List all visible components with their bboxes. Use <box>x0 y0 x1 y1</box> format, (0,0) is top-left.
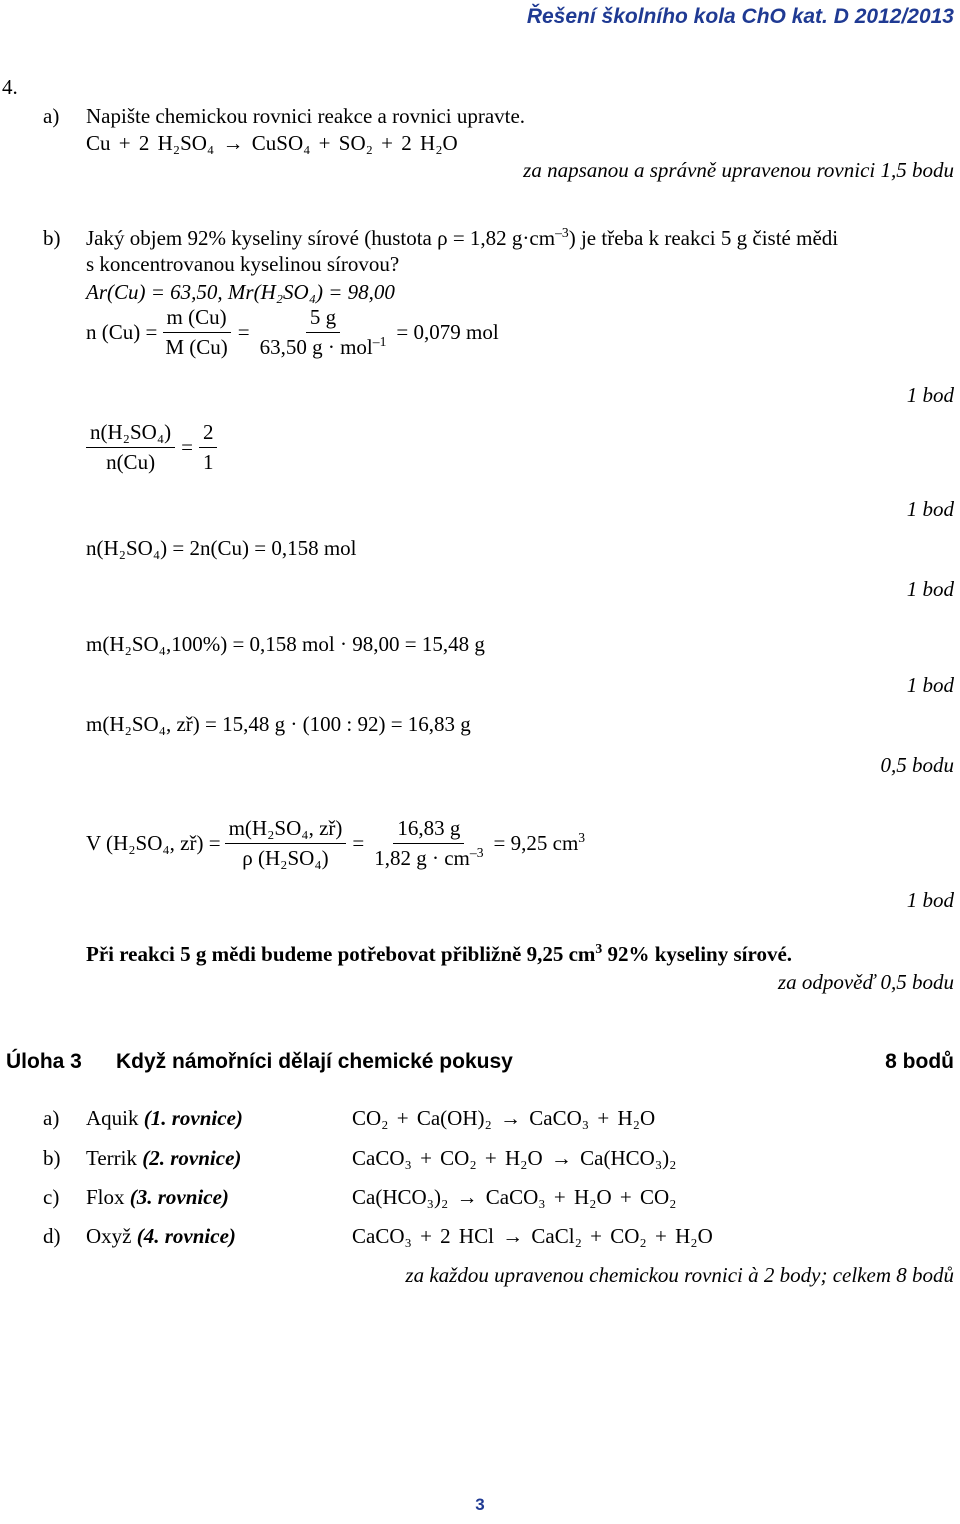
volume-fraction-2 <box>370 816 487 871</box>
points-3: 1 bod <box>906 577 954 601</box>
list-item-name <box>86 1185 229 1210</box>
points-5: 0,5 bodu <box>880 753 954 777</box>
item-eq-label: (3. rovnice) <box>129 1185 229 1209</box>
list-item <box>43 1146 61 1171</box>
cm-exponent: –3 <box>469 844 484 860</box>
fraction-numerator: 2 <box>199 420 218 448</box>
answer-exponent: 3 <box>595 940 603 956</box>
density-exponent: –3 <box>555 224 569 240</box>
points-6: 1 bod <box>906 888 954 912</box>
fraction-denominator: 1 <box>202 450 214 474</box>
moles-copper-fraction-1 <box>161 305 231 360</box>
item-marker: b) <box>43 1146 61 1170</box>
part-a-question: Napište chemickou rovnici reakce a rovnici upravte. <box>86 104 526 128</box>
list-item-name <box>86 1106 243 1131</box>
equals-sign: = <box>237 320 250 344</box>
task3-title: Když námořníci dělají chemické pokusy <box>116 1050 513 1073</box>
item-name: Flox <box>86 1185 130 1209</box>
moles-acid: n(H₂SO₄) = 2n(Cu) = 0,158 mol <box>86 536 357 560</box>
part-b-question <box>86 226 838 251</box>
part-b-marker: b) <box>43 226 61 250</box>
page-header-title: Řešení školního kola ChO kat. D 2012/2013 <box>526 5 954 28</box>
item-marker: d) <box>43 1224 61 1248</box>
part-b-question-text1: Jaký objem 92% kyseliny sírové (hustota ρ = 1,82 g·cm <box>86 226 556 250</box>
moles-copper-fraction-2 <box>256 305 391 360</box>
list-item <box>43 1224 61 1249</box>
list-item <box>43 1106 59 1131</box>
final-answer <box>86 942 792 967</box>
equals-sign: = <box>352 831 365 855</box>
volume-result-text: = 9,25 cm <box>493 831 579 855</box>
mole-ratio <box>86 420 217 475</box>
item-marker: a) <box>43 1106 60 1130</box>
part-a-score: za napsanou a správně upravenou rovnici 1,5 bodu <box>523 158 954 182</box>
mass-acid-diluted: m(H₂SO₄, zř) = 15,48 g · (100 : 92) = 16,83 g <box>86 712 471 736</box>
volume-formula <box>86 816 585 871</box>
denominator-text: 1,82 g · cm <box>374 846 470 870</box>
points-4: 1 bod <box>906 673 954 697</box>
item-name: Oxyž <box>86 1224 137 1248</box>
item-eq-label: (4. rovnice) <box>136 1224 236 1248</box>
fraction-denominator <box>256 333 391 360</box>
mass-acid-100: m(H₂SO₄,100%) = 0,158 mol · 98,00 = 15,48 g <box>86 632 485 656</box>
volume-fraction-1 <box>225 816 347 871</box>
points-2: 1 bod <box>906 497 954 521</box>
moles-copper-formula <box>86 305 499 360</box>
moles-copper-result: = 0,079 mol <box>396 320 499 344</box>
fraction-numerator: 5 g <box>306 305 340 333</box>
task3-label: Úloha 3 <box>6 1050 82 1073</box>
volume-exponent: 3 <box>578 829 586 845</box>
part-b-question-text1b: ) je třeba k reakci 5 g čisté mědi <box>568 226 839 250</box>
item-eq-label: (1. rovnice) <box>143 1106 243 1130</box>
answer-score: za odpověď 0,5 bodu <box>777 970 954 994</box>
item-equation: Ca(HCO₃)₂ → CaCO₃ + H₂O + CO₂ <box>352 1185 677 1209</box>
equals-sign: = <box>181 435 193 459</box>
ratio-lhs-fraction <box>86 420 175 475</box>
task-number: 4. <box>2 75 18 99</box>
fraction-denominator: ρ (H₂SO₄) <box>242 846 329 870</box>
item-name: Terrik <box>86 1146 143 1170</box>
denominator-text: 63,50 g · mol <box>259 335 373 359</box>
list-item-name <box>86 1146 241 1171</box>
item-eq-label: (2. rovnice) <box>142 1146 242 1170</box>
mol-exponent: –1 <box>372 333 387 349</box>
fraction-numerator: n(H₂SO₄) <box>86 420 175 448</box>
fraction-denominator <box>370 844 487 871</box>
task3-points: 8 bodů <box>885 1050 954 1073</box>
fraction-numerator: m (Cu) <box>163 305 231 333</box>
fraction-numerator: m(H₂SO₄, zř) <box>225 816 347 844</box>
item-equation: CO₂ + Ca(OH)₂ → CaCO₃ + H₂O <box>352 1106 656 1130</box>
volume-lhs: V (H₂SO₄, zř) = <box>86 831 221 855</box>
task3-score: za každou upravenou chemickou rovnici à 2 body; celkem 8 bodů <box>405 1263 954 1287</box>
item-name: Aquik <box>86 1106 144 1130</box>
fraction-denominator: n(Cu) <box>106 450 156 474</box>
list-item-name <box>86 1224 236 1249</box>
item-equation: CaCO₃ + 2 HCl → CaCl₂ + CO₂ + H₂O <box>352 1224 713 1248</box>
fraction-denominator: M (Cu) <box>165 335 228 359</box>
moles-copper-lhs: n (Cu) = <box>86 320 158 344</box>
final-answer-text-a: Při reakci 5 g mědi budeme potřebovat přibližně 9,25 cm <box>86 942 596 966</box>
final-answer-text-b: 92% kyseliny sírové. <box>602 942 793 966</box>
page-number: 3 <box>475 1495 485 1514</box>
points-1: 1 bod <box>906 383 954 407</box>
part-a-marker: a) <box>43 104 60 128</box>
fraction-numerator: 16,83 g <box>393 816 464 844</box>
ratio-rhs-fraction <box>199 420 218 475</box>
item-marker: c) <box>43 1185 60 1209</box>
given-values: Ar(Cu) = 63,50, Mr(H₂SO₄) = 98,00 <box>86 280 395 304</box>
item-equation: CaCO₃ + CO₂ + H₂O → Ca(HCO₃)₂ <box>352 1146 677 1170</box>
part-a-equation: Cu + 2 H₂SO₄ → CuSO₄ + SO₂ + 2 H₂O <box>86 131 458 155</box>
volume-result <box>494 831 586 856</box>
part-b-question-line2: s koncentrovanou kyselinou sírovou? <box>86 252 400 276</box>
list-item <box>43 1185 59 1210</box>
